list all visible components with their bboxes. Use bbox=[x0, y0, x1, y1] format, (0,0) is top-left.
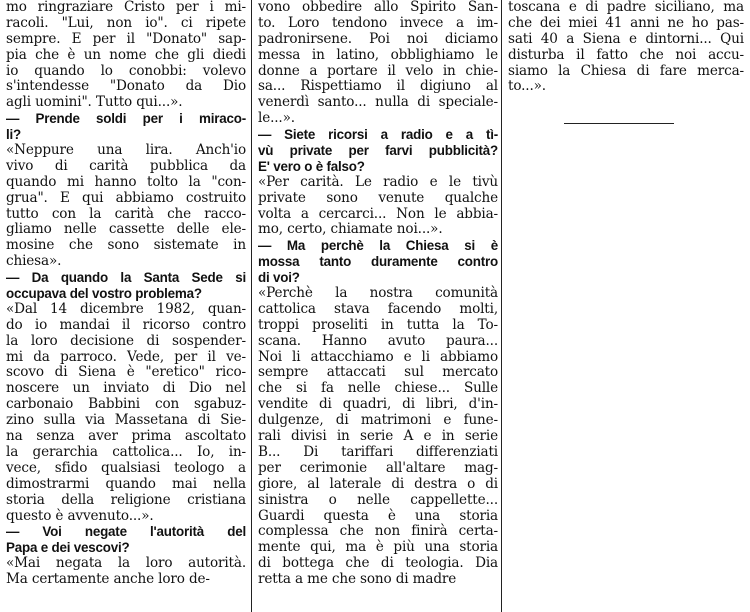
text-line: «Mai negata la loro autorità. bbox=[6, 555, 246, 572]
text-line: vù private per farvi pubblicità? bbox=[258, 143, 498, 159]
text-line: vece, sfido qualsiasi teologo a bbox=[6, 459, 246, 476]
text-line: disturba il fatto che noi accu- bbox=[508, 46, 744, 63]
text-line: la loro decisione di sospender- bbox=[6, 332, 246, 349]
interview-question bbox=[6, 524, 246, 556]
text-line: donne a portare il velo in chie- bbox=[258, 62, 498, 79]
text-line: scovo di Siena è "eretico" rico- bbox=[6, 364, 246, 381]
text-line: mossa tanto duramente contro bbox=[258, 254, 498, 270]
paragraph bbox=[6, 143, 246, 270]
text-line: sempre attaccati sul mercato bbox=[258, 364, 498, 381]
paragraph bbox=[6, 0, 246, 111]
text-line: noscere un inviato di Dio nel bbox=[6, 380, 246, 397]
text-line: messa in latino, obblighiamo le bbox=[258, 46, 498, 63]
text-line: cattolica stava facendo molti, bbox=[258, 300, 498, 317]
text-line: retta a me che sono di madre bbox=[258, 571, 457, 588]
text-line: questo è avvenuto...». bbox=[6, 507, 154, 524]
text-line: do io mandai il ricorso contro bbox=[6, 316, 246, 333]
text-line: siamo la Chiesa di fare merca- bbox=[508, 62, 744, 79]
text-line: s'intendesse "Donato da Dio bbox=[6, 78, 246, 95]
text-line: che dei miei 41 anni ne ho pas- bbox=[508, 14, 744, 31]
text-line: «Dal 14 dicembre 1982, quan- bbox=[6, 300, 246, 317]
text-line: vendite di quadri, di libri, d'in- bbox=[258, 396, 498, 413]
paragraph bbox=[258, 175, 498, 239]
paragraph bbox=[258, 286, 498, 588]
interview-question bbox=[258, 238, 498, 286]
text-line: di voi? bbox=[258, 270, 300, 286]
text-line: rali divisi in serie A e in serie bbox=[258, 428, 498, 445]
text-line: agli uomini". Tutto qui...». bbox=[6, 94, 183, 111]
text-line: mente qui, ma è più una storia bbox=[258, 539, 498, 556]
text-line: gliamo nelle cassette delle ele- bbox=[6, 221, 246, 238]
text-line: to. Loro tendono invece a im- bbox=[258, 14, 498, 31]
column-2 bbox=[258, 0, 498, 612]
text-line: complessa che non finirà certa- bbox=[258, 523, 498, 540]
text-line: che si fa nelle chiese... Sulle bbox=[258, 380, 498, 397]
text-line: mosine che sono sistemate in bbox=[6, 237, 246, 254]
text-line: mo ringraziare Cristo per i mi- bbox=[6, 0, 246, 15]
text-line: — Da quando la Santa Sede si bbox=[6, 270, 246, 286]
text-line: «Neppure una lira. Anch'io bbox=[6, 142, 246, 159]
text-line: sinistra o nelle cappellette... bbox=[258, 491, 498, 508]
text-line: per cerimonie all'altare mag- bbox=[258, 459, 498, 476]
text-line: racoli. "Lui, non io". ci ripete bbox=[6, 14, 246, 31]
text-line: Papa e dei vescovi? bbox=[6, 540, 130, 556]
text-line: mi da parroco. Vede, per il ve- bbox=[6, 348, 246, 365]
text-line: dulgenze, di matrimoni e fune- bbox=[258, 412, 498, 429]
text-line: carbonaio Babbini con sgabuz- bbox=[6, 396, 246, 413]
text-line: vivo di carità pubblica da bbox=[6, 157, 246, 174]
column-3 bbox=[508, 0, 744, 612]
text-line: storia della religione cristiana bbox=[6, 491, 246, 508]
article-end-rule bbox=[564, 123, 674, 124]
text-line: na senza aver prima ascoltato bbox=[6, 428, 246, 445]
column-1 bbox=[6, 0, 246, 612]
text-line: mo, certo, chiamate noi...». bbox=[258, 221, 443, 238]
text-line: giore, al laterale di destra o di bbox=[258, 475, 498, 492]
text-line: vono obbedire allo Spirito San- bbox=[258, 0, 498, 15]
text-line: — Prende soldi per i miraco- bbox=[6, 111, 246, 127]
text-line: private sono venute qualche bbox=[258, 189, 498, 206]
text-line: sa... Rispettiamo il digiuno al bbox=[258, 78, 498, 95]
text-line: «Perchè la nostra comunità bbox=[258, 285, 498, 302]
paragraph bbox=[508, 0, 744, 95]
text-line: zino sulla via Massetana di Sie- bbox=[6, 412, 246, 429]
interview-question bbox=[6, 111, 246, 143]
text-line: la gerarchia cattolica... Io, in- bbox=[6, 443, 246, 460]
text-line: «Per carità. Le radio e le tivù bbox=[258, 173, 498, 190]
paragraph bbox=[6, 302, 246, 524]
interview-question bbox=[6, 270, 246, 302]
text-line: volta a cercarci... Non le abbia- bbox=[258, 205, 498, 222]
text-line: troppi proseliti in tutta la To- bbox=[258, 316, 498, 333]
text-line: — Voi negate l'autorità del bbox=[6, 524, 246, 540]
text-line: — Ma perchè la Chiesa si è bbox=[258, 238, 498, 254]
text-line: tutto con la carità che racco- bbox=[6, 205, 246, 222]
text-line: B... Di tariffari differenziati bbox=[258, 443, 498, 460]
text-line: le...». bbox=[258, 110, 295, 127]
text-line: sati 40 a Siena e dintorni... Qui bbox=[508, 30, 744, 47]
text-line: quando mi hanno tolto la "con- bbox=[6, 173, 246, 190]
text-line: scana. Hanno avuto paura... bbox=[258, 332, 498, 349]
paragraph bbox=[258, 0, 498, 127]
text-line: Guardi questa è una storia bbox=[258, 507, 498, 524]
text-line: venerdì santo... nulla di speciale- bbox=[258, 94, 498, 111]
column-rule-1 bbox=[251, 0, 252, 612]
column-rule-2 bbox=[501, 0, 502, 612]
text-line: E' vero o è falso? bbox=[258, 158, 365, 174]
text-line: di bottega che di teologia. Dia bbox=[258, 555, 498, 572]
text-line: chiesa». bbox=[6, 253, 62, 270]
text-line: dimostrarmi quando mai nella bbox=[6, 475, 246, 492]
interview-question bbox=[258, 127, 498, 175]
text-line: sempre. E per il "Donato" sap- bbox=[6, 30, 246, 47]
text-line: io quando lo conobbi: volevo bbox=[6, 62, 246, 79]
text-line: Ma certamente anche loro de- bbox=[6, 571, 210, 588]
text-line: — Siete ricorsi a radio e a tì- bbox=[258, 127, 498, 143]
text-line: Noi li attacchiamo e li abbiamo bbox=[258, 348, 498, 365]
text-line: li? bbox=[6, 127, 22, 143]
text-line: padronirsene. Poi noi diciamo bbox=[258, 30, 498, 47]
text-line: grua". E qui abbiamo costruito bbox=[6, 189, 246, 206]
paragraph bbox=[6, 556, 246, 588]
text-line: to...». bbox=[508, 78, 546, 95]
text-line: toscana e di padre siciliano, ma bbox=[508, 0, 744, 15]
text-line: occupava del vostro problema? bbox=[6, 286, 202, 302]
text-line: pia che è un nome che gli diedi bbox=[6, 46, 246, 63]
